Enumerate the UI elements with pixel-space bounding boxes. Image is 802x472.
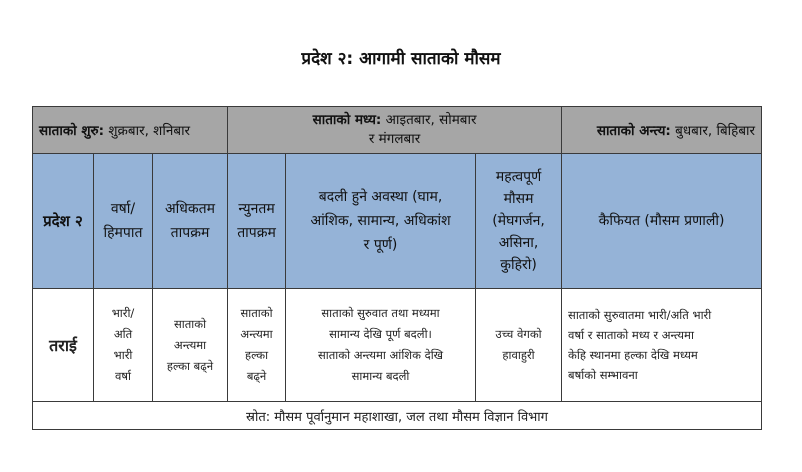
min-temp-line2: अन्त्यमा	[240, 327, 273, 341]
header-max-temp-line2: तापक्रम	[170, 225, 210, 241]
precip-line1: भारी/	[111, 306, 135, 320]
header-sig-line5: कुहिरो)	[500, 257, 537, 273]
remarks-value	[562, 289, 762, 402]
header-remarks: कैफियत (मौसम प्रणाली)	[562, 154, 762, 289]
header-sky-line3: र पूर्ण)	[363, 237, 398, 253]
header-row	[33, 154, 762, 289]
header-precip	[94, 154, 153, 289]
remarks-line3: केहि स्थानमा हल्का देखि मध्यम	[568, 348, 698, 362]
week-start-cell	[33, 107, 228, 154]
header-sig-line3: (मेघगर्जन,	[492, 213, 545, 229]
source-note: स्रोत: मौसम पूर्वानुमान महाशाखा, जल तथा मौसम विज्ञान विभाग	[33, 402, 762, 430]
header-sig-line2: मौसम	[503, 191, 534, 207]
min-temp-line4: बढ्ने	[246, 369, 267, 383]
source-row	[33, 402, 762, 430]
week-mid-days: आइतबार, सोमबार	[385, 112, 477, 128]
sky-line2: सामान्य देखि पूर्ण बदली।	[329, 327, 432, 341]
header-min-temp	[228, 154, 286, 289]
min-temp-line3: हल्का	[244, 348, 269, 362]
max-temp-line3: हल्का बढ्ने	[166, 358, 214, 373]
region-label: तराई	[33, 289, 94, 402]
header-precip-line2: हिमपात	[103, 225, 143, 241]
sky-line1: साताको सुरुवात तथा मध्यमा	[321, 306, 440, 320]
precip-line3: भारी	[113, 348, 133, 362]
sig-line2: हावाहुरी	[502, 348, 535, 362]
header-sky-line2: आंशिक, सामान्य, अधिकांश	[310, 213, 451, 229]
precip-value	[94, 289, 153, 402]
header-max-temp-line1: अधिकतम	[164, 201, 216, 217]
week-mid-label: साताको मध्य:	[312, 112, 382, 128]
header-min-temp-line2: तापक्रम	[237, 225, 276, 241]
sig-line1: उच्च वेगको	[495, 327, 542, 341]
weekly-forecast-table	[32, 106, 762, 430]
week-mid-days-cont: र मंगलबार	[368, 131, 421, 147]
max-temp-line2: अन्त्यमा	[173, 337, 207, 352]
week-end-days: बुधबार, बिहिबार	[675, 123, 756, 139]
remarks-line1: साताको सुरुवातमा भारी/अति भारी	[568, 308, 712, 322]
precip-line4: वर्षा	[114, 369, 132, 383]
sky-line4: सामान्य बदली	[351, 369, 410, 383]
max-temp-line1: साताको	[173, 316, 207, 331]
week-start-label: साताको शुरु:	[39, 123, 105, 139]
precip-line2: अति	[113, 327, 133, 341]
min-temp-line1: साताको	[240, 306, 273, 320]
header-sky-line1: बदली हुने अवस्था (घाम,	[318, 189, 443, 205]
page-title: प्रदेश २: आगामी साताको मौसम	[301, 49, 501, 69]
sky-line3: साताको अन्त्यमा आंशिक देखि	[317, 348, 444, 362]
week-start-days: शुक्रबार, शनिबार	[108, 123, 191, 139]
remarks-line2: वर्षा र साताको मध्य र अन्त्यमा	[568, 328, 694, 342]
week-mid-cell	[228, 107, 562, 154]
header-province: प्रदेश २	[33, 154, 94, 289]
sky-condition-value	[286, 289, 476, 402]
header-max-temp	[153, 154, 228, 289]
header-sky-condition	[286, 154, 476, 289]
header-significant-weather	[476, 154, 562, 289]
week-end-label: साताको अन्त्य:	[596, 123, 671, 139]
header-precip-line1: वर्षा/	[110, 201, 136, 217]
header-sig-line4: असिना,	[498, 235, 539, 251]
header-sig-line1: महत्वपूर्ण	[495, 169, 542, 185]
min-temp-value	[228, 289, 286, 402]
week-end-cell	[562, 107, 762, 154]
header-min-temp-line1: न्युनतम	[238, 201, 275, 217]
week-period-row	[33, 107, 762, 154]
remarks-line4: बर्षाको सम्भावना	[568, 368, 638, 382]
table-row	[33, 289, 762, 402]
max-temp-value	[153, 289, 228, 402]
significant-weather-value	[476, 289, 562, 402]
